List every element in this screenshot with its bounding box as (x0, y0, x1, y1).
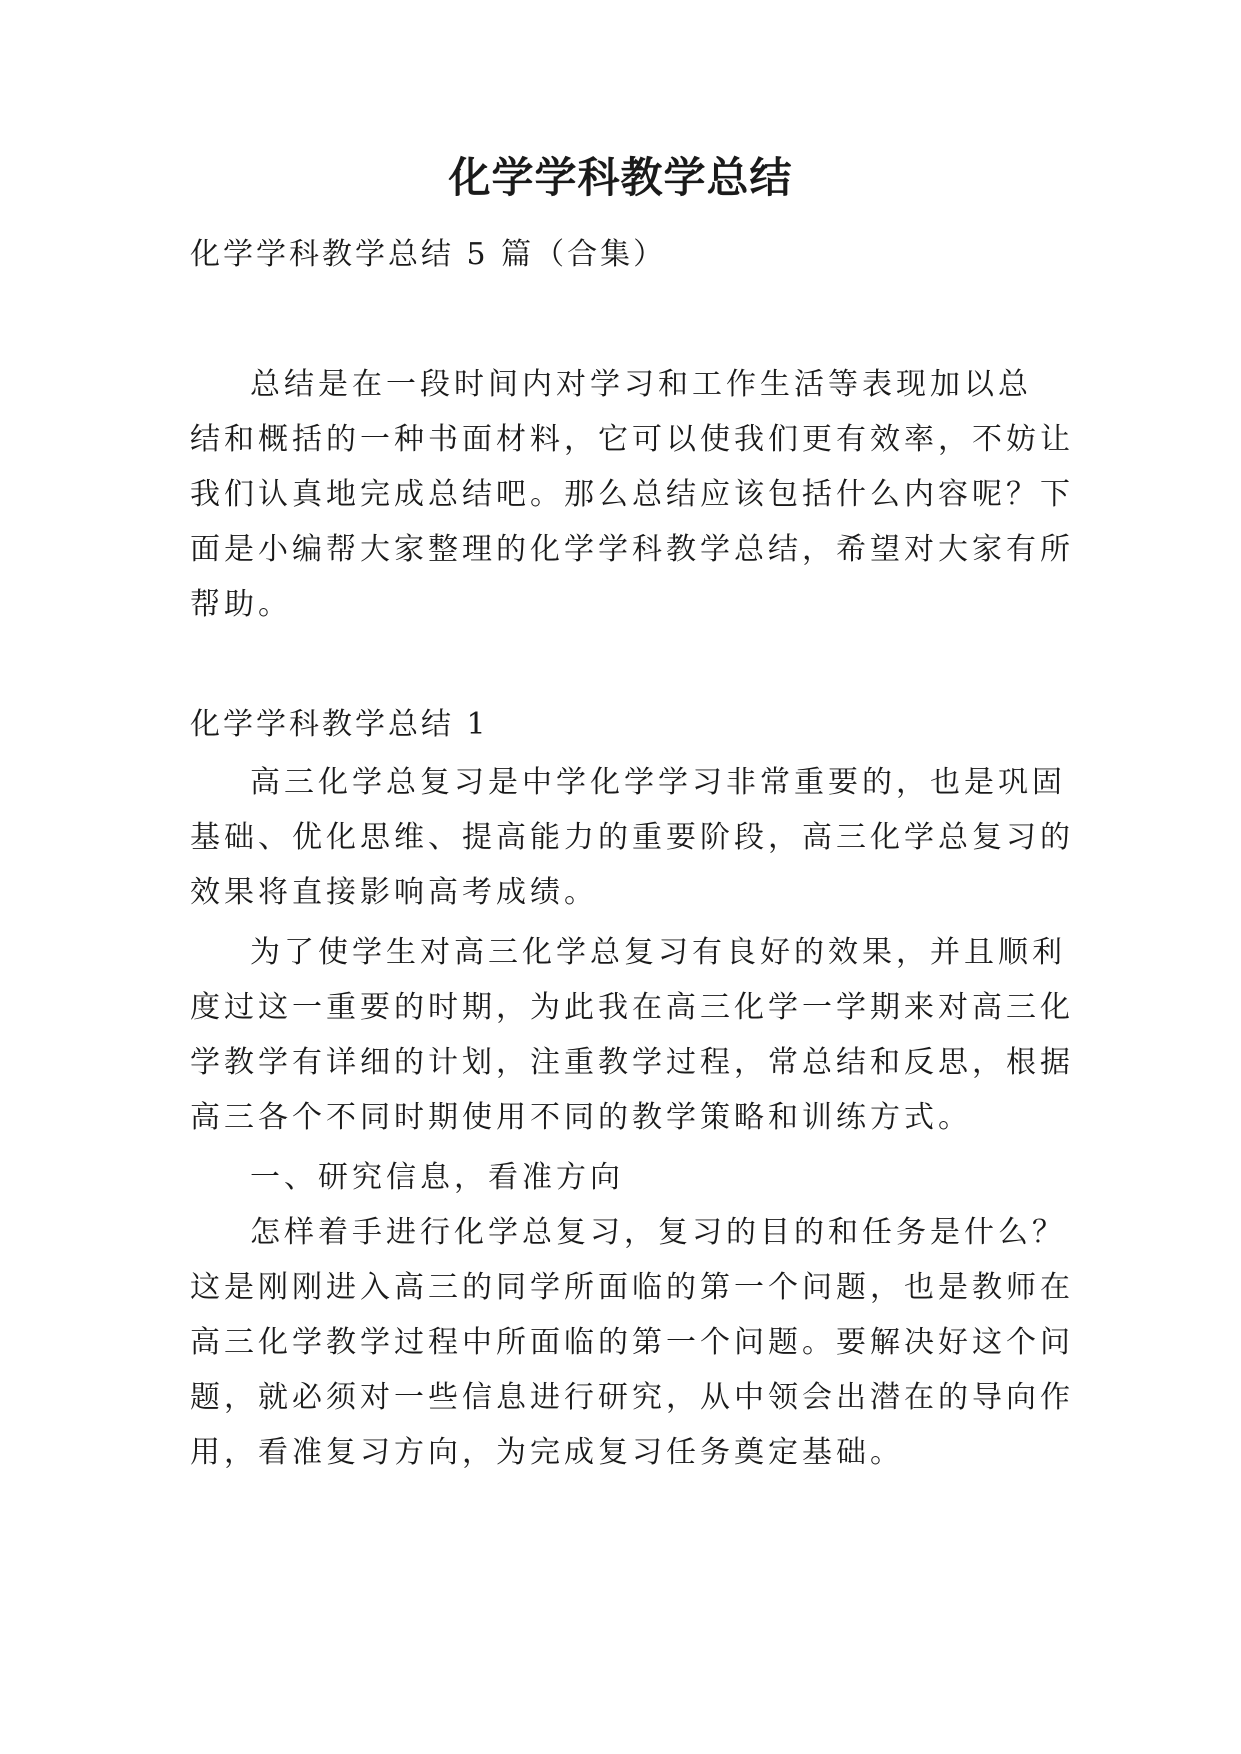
paragraph-line: 这是刚刚进入高三的同学所面临的第一个问题，也是教师在 (190, 1270, 1074, 1305)
paragraph-line: 题，就必须对一些信息进行研究，从中领会出潜在的导向作 (190, 1380, 1074, 1415)
paragraph-line: 我们认真地完成总结吧。那么总结应该包括什么内容呢？下 (190, 477, 1074, 512)
point-heading: 一、研究信息，看准方向 (250, 1160, 624, 1195)
paragraph-line: 用，看准复习方向，为完成复习任务奠定基础。 (190, 1435, 904, 1470)
paragraph-line: 高三化学教学过程中所面临的第一个问题。要解决好这个问 (190, 1325, 1074, 1360)
paragraph-line: 帮助。 (190, 587, 292, 622)
paragraph-line: 怎样着手进行化学总复习，复习的目的和任务是什么？ (250, 1215, 1066, 1250)
paragraph-line: 结和概括的一种书面材料，它可以使我们更有效率，不妨让 (190, 422, 1074, 457)
paragraph-line: 高三各个不同时期使用不同的教学策略和训练方式。 (190, 1100, 972, 1135)
paragraph-line: 为了使学生对高三化学总复习有良好的效果，并且顺利 (250, 935, 1066, 970)
paragraph-line: 高三化学总复习是中学化学学习非常重要的，也是巩固 (250, 765, 1066, 800)
paragraph-line: 面是小编帮大家整理的化学学科教学总结，希望对大家有所 (190, 532, 1074, 567)
paragraph-line: 效果将直接影响高考成绩。 (190, 875, 598, 910)
paragraph-line: 学教学有详细的计划，注重教学过程，常总结和反思，根据 (190, 1045, 1074, 1080)
document-title: 化学学科教学总结 (448, 153, 793, 202)
paragraph-line: 基础、优化思维、提高能力的重要阶段，高三化学总复习的 (190, 820, 1074, 855)
document-subtitle: 化学学科教学总结 5 篇（合集） (190, 237, 667, 272)
section-heading: 化学学科教学总结 1 (190, 707, 489, 742)
paragraph-line: 总结是在一段时间内对学习和工作生活等表现加以总 (250, 367, 1032, 402)
paragraph-line: 度过这一重要的时期，为此我在高三化学一学期来对高三化 (190, 990, 1074, 1025)
